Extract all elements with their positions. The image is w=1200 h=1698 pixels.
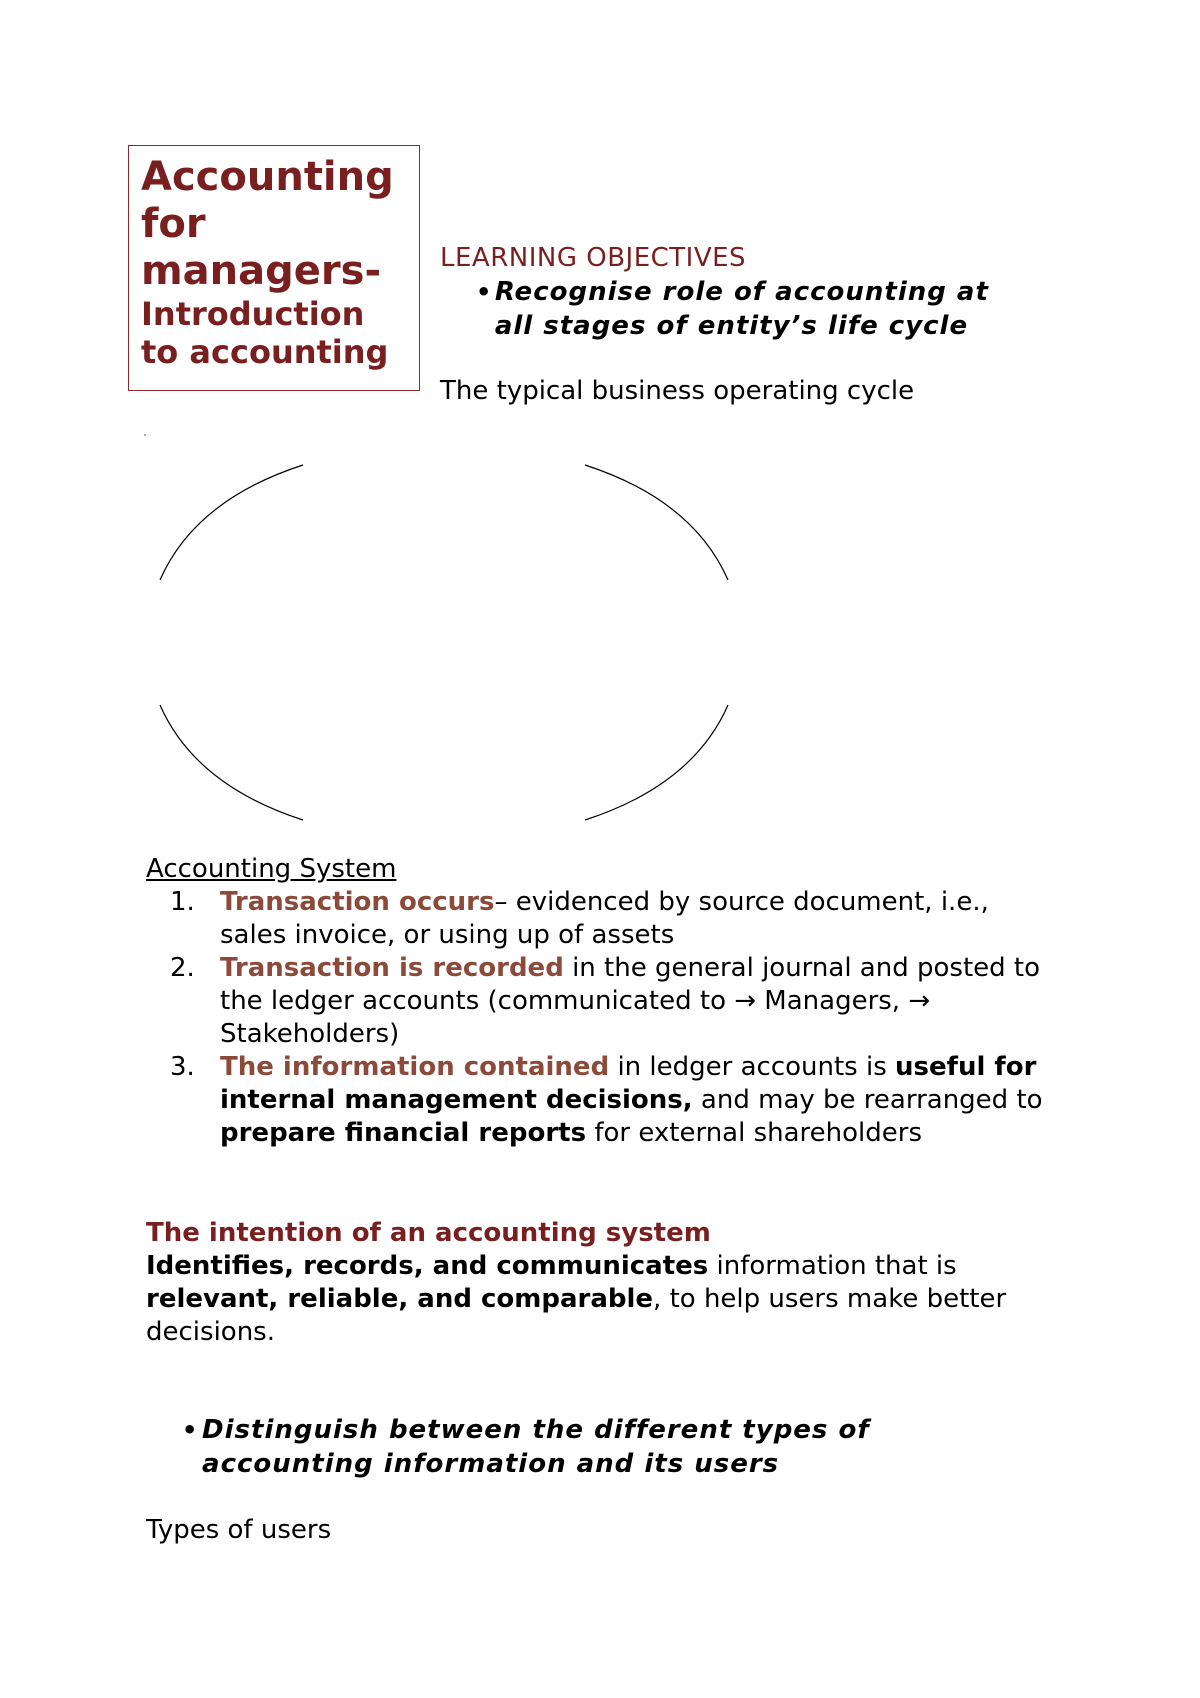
intention-bold-text: Identifies, records, and communicates [146,1251,709,1281]
title-line: Accounting [141,154,394,200]
step-text: – evidenced by source document, i.e., sales invoice, or using up of assets [220,887,989,950]
step-body [220,886,1060,952]
step-bold-text: useful for internal management decisions, [220,1052,1037,1115]
stray-dot [144,434,146,436]
objective-bullet [182,1413,942,1481]
subtitle-line: Introduction [141,295,365,333]
accounting-system-title: Accounting System [146,854,397,884]
step-number: 3. [170,1052,195,1082]
list-item [170,886,1070,952]
step-body [220,952,1060,1051]
cycle-arc-top-right [585,465,728,580]
step-highlight: Transaction is recorded [220,953,564,983]
step-text: in the general journal and posted to the ledger accounts (communicated to → Managers, → Stakeholders) [220,953,1041,1049]
objective-text: Recognise role of accounting at all stages of entity’s life cycle [494,277,989,341]
cycle-arc-bottom-right [585,705,728,820]
list-item [170,952,1070,1051]
objective-bullet [476,275,1036,343]
accounting-system-steps [170,886,1070,1150]
objective-text: Distinguish between the different types of accounting information and its users [202,1415,870,1479]
intention-text: information that is [708,1251,957,1281]
step-highlight: The information contained [220,1052,610,1082]
step-bold-text: prepare financial reports [220,1118,587,1148]
operating-cycle-diagram [150,455,740,835]
step-number: 1. [170,887,195,917]
intention-paragraph [146,1250,1046,1349]
step-highlight: Transaction occurs [220,887,495,917]
title-line: for [141,201,206,247]
title-box [128,145,420,391]
cycle-arc-bottom-left [160,705,303,820]
bullet-icon: • [476,278,492,306]
learning-objectives-heading: LEARNING OBJECTIVES [440,243,747,273]
types-of-users-label: Types of users [146,1515,332,1545]
list-item [170,1051,1070,1150]
step-number: 2. [170,953,195,983]
bullet-icon: • [182,1416,198,1444]
step-body [220,1051,1060,1150]
intention-bold-text: relevant, reliable, and comparable [146,1284,654,1314]
step-text: and may be rearranged to [692,1085,1043,1115]
subtitle-line: to accounting [141,333,389,371]
step-text: in ledger accounts is [609,1052,896,1082]
intention-heading: The intention of an accounting system [146,1218,711,1248]
step-text: for external shareholders [586,1118,923,1148]
intention-text: , to help users make better decisions. [146,1284,1007,1347]
cycle-caption: The typical business operating cycle [440,376,915,406]
title-line: managers- [141,248,382,294]
cycle-arc-top-left [160,465,303,580]
